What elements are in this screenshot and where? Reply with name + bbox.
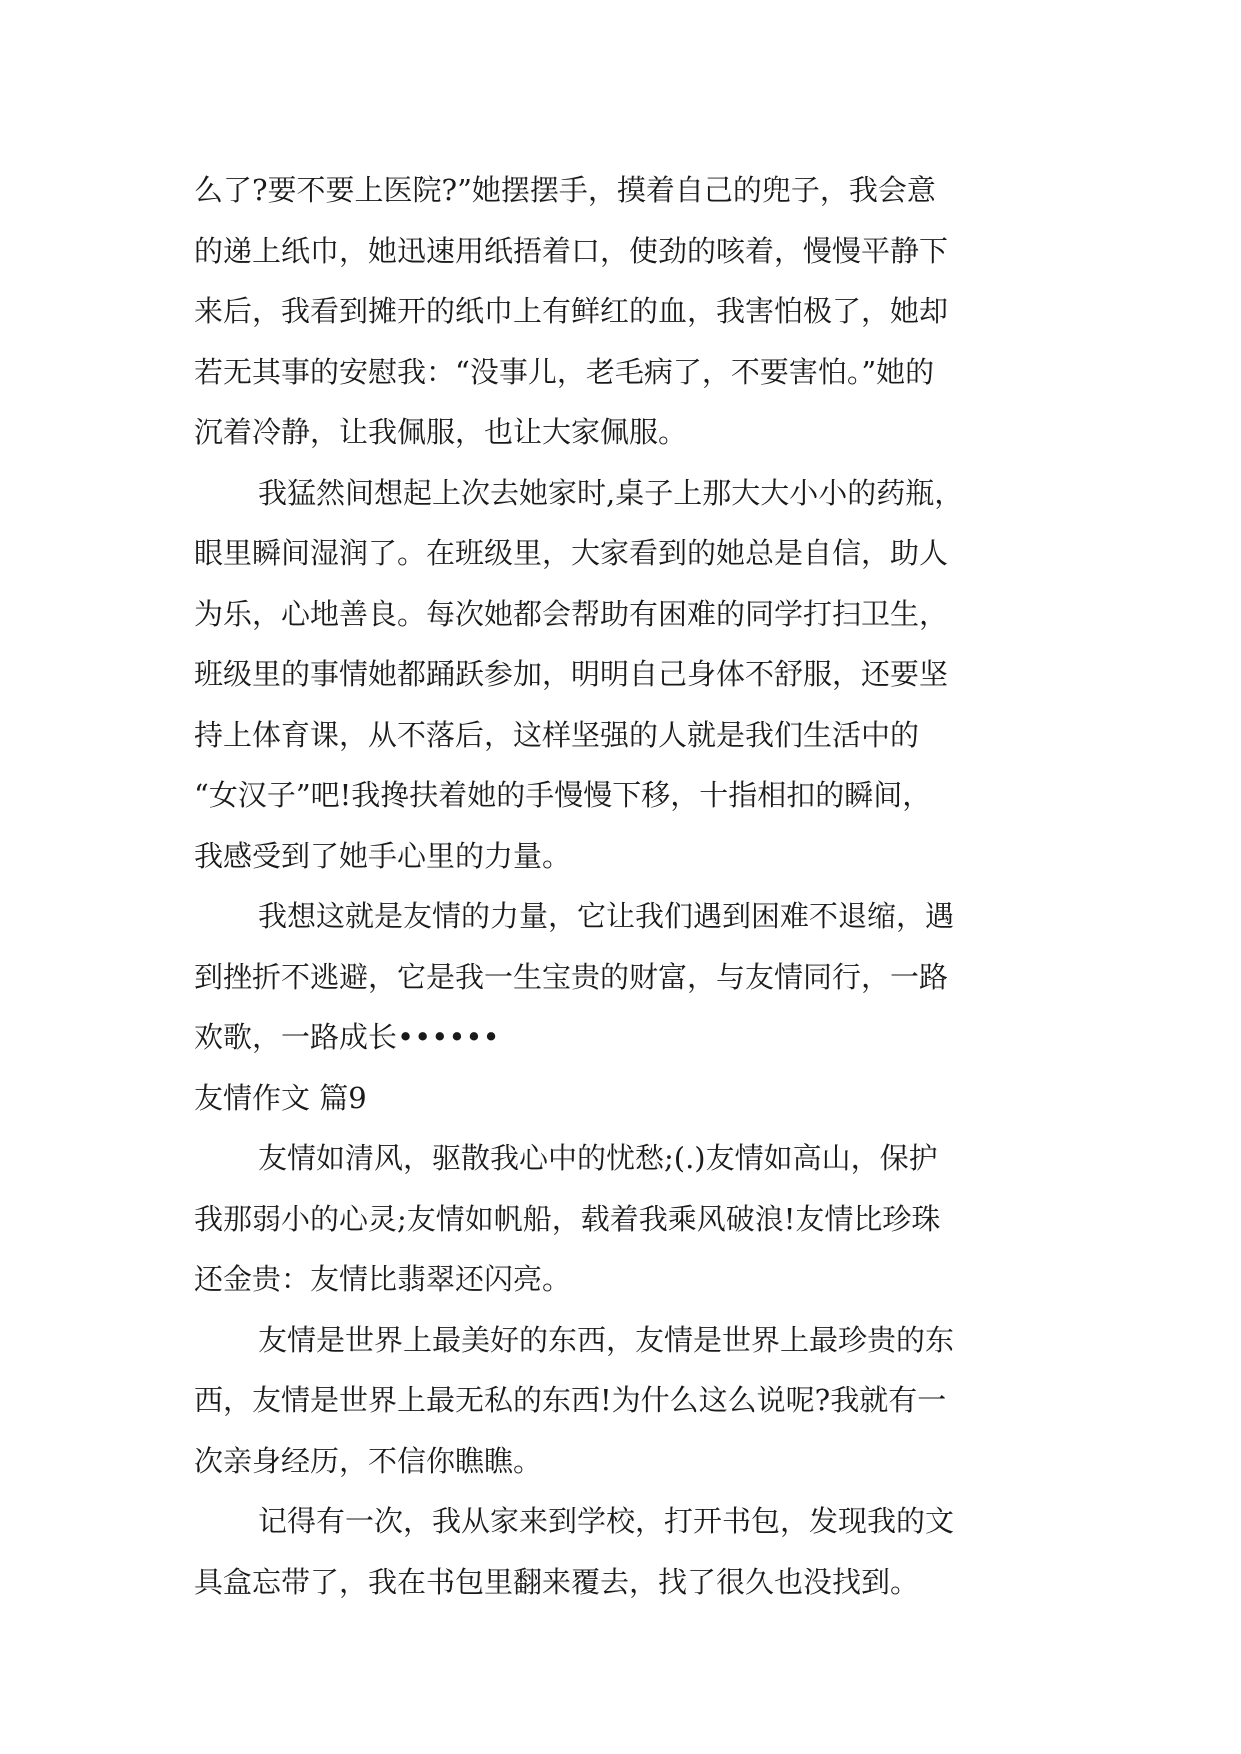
text-line: 班级里的事情她都踊跃参加，明明自己身体不舒服，还要坚 [194, 657, 949, 691]
text-line: 我想这就是友情的力量，它让我们遇到困难不退缩，遇 [258, 899, 955, 933]
text-line: 若无其事的安慰我：“没事儿，老毛病了，不要害怕。”她的 [194, 354, 935, 389]
text-line: 的递上纸巾，她迅速用纸捂着口，使劲的咳着，慢慢平静下 [194, 233, 949, 268]
text-line: 眼里瞬间湿润了。在班级里，大家看到的她总是自信，助人 [194, 536, 949, 570]
text-line: 沉着冷静，让我佩服，也让大家佩服。 [194, 415, 688, 449]
text-line: 我感受到了她手心里的力量。 [194, 838, 572, 873]
text-line: 欢歌，一路成长•••••• [194, 1020, 500, 1054]
text-line: 为乐，心地善良。每次她都会帮助有困难的同学打扫卫生， [194, 596, 949, 631]
text-line: 来后，我看到摊开的纸巾上有鲜红的血，我害怕极了，她却 [194, 294, 949, 328]
section-heading: 友情作文 篇9 [194, 1080, 367, 1115]
text-line: “女汉子”吧!我搀扶着她的手慢慢下移，十指相扣的瞬间， [194, 778, 932, 812]
text-line: 友情如清风，驱散我心中的忧愁;(.)友情如高山，保护 [258, 1141, 938, 1175]
text-line: 西，友情是世界上最无私的东西!为什么这么说呢?我就有一 [194, 1383, 947, 1417]
text-line: 我猛然间想起上次去她家时,桌子上那大大小小的药瓶， [258, 475, 964, 510]
text-line: 记得有一次，我从家来到学校，打开书包，发现我的文 [258, 1504, 955, 1538]
text-line: 还金贵：友情比翡翠还闪亮。 [194, 1262, 572, 1296]
text-line: 到挫折不逃避，它是我一生宝贵的财富，与友情同行，一路 [194, 959, 949, 994]
text-line: 持上体育课，从不落后，这样坚强的人就是我们生活中的 [194, 717, 920, 752]
text-line: 么了?要不要上医院?”她摆摆手，摸着自己的兜子，我会意 [194, 173, 936, 207]
text-line: 我那弱小的心灵;友情如帆船，载着我乘风破浪!友情比珍珠 [194, 1201, 941, 1236]
text-line: 友情是世界上最美好的东西，友情是世界上最珍贵的东 [258, 1322, 955, 1357]
text-line: 次亲身经历，不信你瞧瞧。 [194, 1443, 543, 1478]
essay-body [194, 160, 1074, 1612]
text-line: 具盒忘带了，我在书包里翻来覆去，找了很久也没找到。 [194, 1564, 920, 1599]
